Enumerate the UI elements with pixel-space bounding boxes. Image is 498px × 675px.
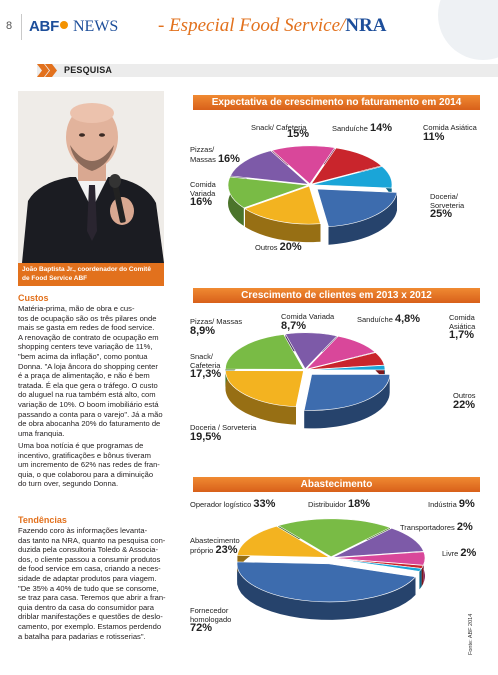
text-line: dos, o cliente passou a consumir produtos [18,554,161,564]
value-text: 4,8% [394,313,421,325]
chart-title-abastecimento: Abastecimento [193,477,480,492]
text-line: Matéria-prima, mão de obra e cus- [18,304,135,313]
paragraph-incentivos [18,441,183,489]
value-text: 18% [348,498,371,510]
text-line: driblar manifestações e questões de deslo- [18,612,163,622]
label-text: Comida Asiática [449,313,476,331]
text-line: do aluguel na rua também está alto, com [18,390,156,400]
value-text: 25% [430,208,453,220]
heading-custos: Custos [18,293,49,303]
news-wordmark: NEWS [73,18,119,35]
text-line: quia, o que colaborou para a diminuição [18,469,154,479]
text-line: tratada. É ela que gera o tráfego. O custo [18,380,158,390]
edition-title [158,15,386,37]
edition-title-nra: NRA [345,15,387,36]
pie-chart-faturamento [215,135,415,255]
label-doceria-clientes [190,424,280,442]
photo-caption: João Baptista Jr., coordenador do Comitê de Food Service ABF [18,263,164,286]
label-text: Distribuidor [308,500,346,509]
value-text: 17,3% [190,368,222,380]
pie-chart-abastecimento [236,518,436,638]
label-outros-clientes [453,392,488,410]
text-line: do turn over, segundo Donna. [18,479,119,489]
label-text: Comida Asiática [423,123,477,132]
label-fornecedor [190,607,250,634]
label-text: Sanduíche [332,124,368,133]
value-text: 16% [190,196,213,208]
label-text: Livre [442,549,459,558]
text-line: variação de 10%. O boom imobiliário está [18,399,159,409]
text-line: se traz para casa. Teremos que abrir a fran- [18,593,166,603]
source-credit: Fonte: ABF 2014 [468,613,474,655]
label-sanduiche-clientes [357,315,420,325]
text-line: sidade de adaptar produtos para viagem. [18,573,157,583]
label-text: Doceria/ Sorveteria [430,192,465,210]
label-asiatica-2014 [423,124,478,142]
label-text: Operador logístico [190,500,252,509]
abf-logo-mark-icon [60,21,68,29]
text-line: de food service em casa, criando a neces- [18,564,161,574]
value-text: 1,7% [449,329,475,341]
text-line: a batalha para padarias e rotisserias". [18,631,146,641]
value-text: 8,9% [190,324,216,337]
label-text: Outros [255,243,278,252]
label-asiatica-clientes [449,314,487,341]
label-pizzas-clientes [190,318,250,336]
value-text: 22% [453,398,476,411]
pie-slice-side [419,569,421,590]
heading-tendencias: Tendências [18,515,67,525]
label-abastecimento-proprio [190,537,245,555]
text-line: é a praça de alimentação, e não é bem [18,371,150,381]
value-snack-2014 [287,130,309,140]
pie-slice-side [422,566,424,587]
text-line: "De 35% a 40% de tudo que se consome, [18,583,159,593]
text-line: uma franquia. [18,428,65,438]
person-illustration [18,91,164,263]
label-text: Sanduíche [357,315,393,324]
label-livre [442,549,476,559]
value-text: 33% [253,498,276,510]
paragraph-tendencias [18,526,183,641]
value-text: 11% [423,130,445,143]
label-snack-clientes [190,353,230,380]
text-line: mais se gasta em redes de food service. [18,323,155,333]
text-line: de obra abocanha 20% do faturamento de [18,419,161,429]
edition-title-text: - Especial Food Service/ [158,15,346,36]
label-text: Fornecedor homologado [190,606,232,624]
value-text: 20% [279,241,302,253]
label-text: Pizzas/ Massas [190,317,243,326]
value-text: 14% [369,122,392,134]
interviewee-photo [18,91,164,263]
label-text: Snack/ Cafeteria [190,352,221,370]
label-pizzas-2014 [190,146,240,164]
label-sanduiche-2014 [332,124,392,134]
label-text: Snack/ Cafeteria [251,123,307,132]
text-line: Uma boa notícia é que programas de [18,441,144,450]
text-line: um incremento de 62% nas redes de fran- [18,460,160,470]
value-text: 2% [460,547,477,559]
text-line: "bem acima da inflação", como pontua [18,351,148,361]
text-line: camento, por exemplo. Estamos perdendo [18,621,162,631]
label-operador [190,500,275,510]
label-industria [428,500,475,510]
text-line: das tanto na NRA, quanto na pesquisa con- [18,535,166,545]
label-doceria-2014 [430,193,480,220]
label-text: Indústria [428,500,457,509]
label-transportadores [400,523,473,533]
label-text: Comida Variada [281,312,335,321]
label-text: Transportadores [400,523,455,532]
text-line: shopping centers teve variação de 11%, [18,342,153,352]
page-number: 8 [6,20,13,32]
text-line: passando a conta para o varejo". Já a mão [18,409,163,419]
value-text: 15% [287,128,310,140]
label-text: Outros [453,391,476,400]
chart-title-clientes: Crescimento de clientes em 2013 x 2012 [193,288,480,303]
value-text: 19,5% [190,430,222,443]
value-text: 8,7% [281,319,307,332]
value-text: 23% [215,543,238,556]
label-text: Abastecimento próprio [190,536,240,555]
label-text: Comida Variada [190,180,216,198]
text-line: A renovação de contrato de ocupação em [18,332,159,342]
value-text: 2% [456,521,473,533]
abf-logo-text: ABF [29,18,59,35]
label-outros-2014 [255,243,302,253]
value-text: 9% [458,498,475,510]
label-distribuidor [308,500,370,510]
paragraph-custos [18,304,183,438]
text-line: quia dentro da casa do consumidor para [18,602,154,612]
section-chevron-icon [37,64,57,77]
text-line: tos de ocupação são os três pilares onde [18,313,157,323]
label-variada-2014 [190,181,230,208]
page-corner-decoration [438,0,498,60]
text-line: incentivo, gratificações e bônus tiveram [18,450,151,460]
chart-title-faturamento: Expectativa de crescimento no faturamento em 2014 [193,95,480,110]
value-text: 72% [190,622,213,634]
label-variada-clientes [281,313,346,331]
label-text: Pizzas/ Massas [190,145,216,164]
section-label: PESQUISA [64,65,113,75]
abf-logo [29,18,69,35]
value-text: 16% [217,152,240,165]
text-line: Fazendo coro às informações levanta- [18,526,148,535]
text-line: Donna. "A loja âncora do shopping center [18,361,158,371]
text-line: duzida pela consultoria Toledo & Associa- [18,545,159,555]
header-divider [21,14,22,40]
label-text: Doceria / Sorveteria [190,423,257,432]
